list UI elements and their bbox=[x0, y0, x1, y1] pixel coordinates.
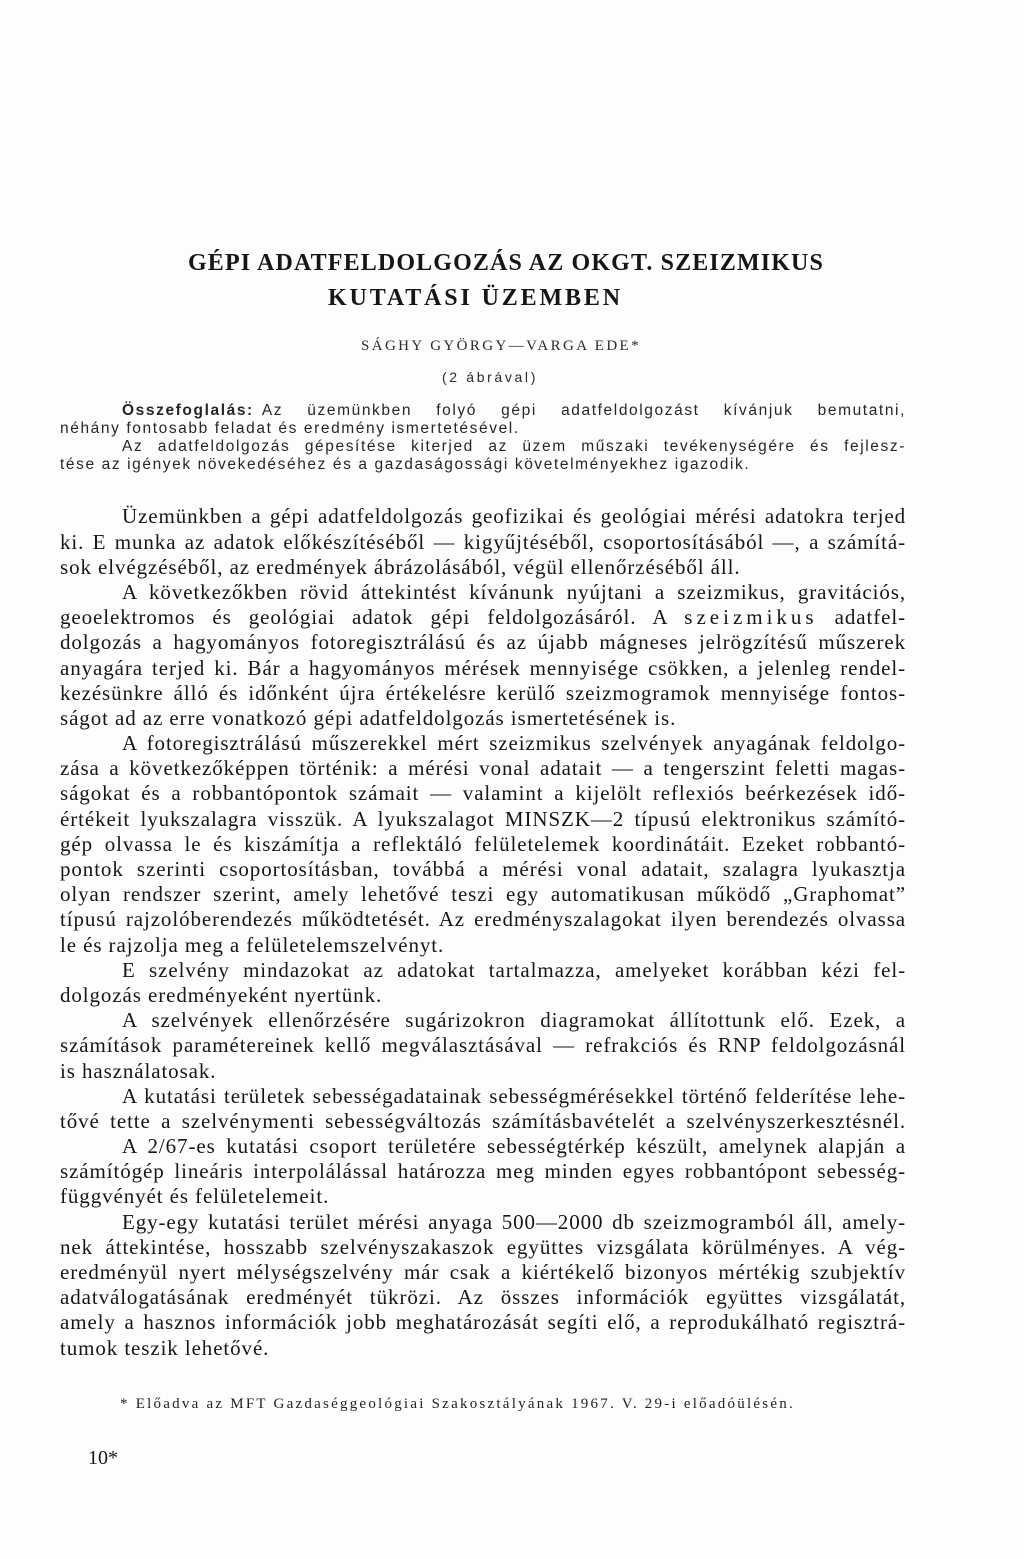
text-line: is használatosak. bbox=[60, 1058, 217, 1083]
text-line: tumok teszik lehetővé. bbox=[60, 1335, 270, 1360]
text-line: Üzemünkben a gépi adatfeldolgozás geofizikai és geológiai mérési adatokra terjed bbox=[122, 504, 906, 529]
text-line: A szelvények ellenőrzésére sugárizokron diagramokat állítottunk elő. Ezek, a bbox=[122, 1008, 906, 1033]
text-line: pontok szerinti csoportosításban, továbbá a mérési vonal adatait, szalagra lyukasztja bbox=[60, 857, 906, 882]
abstract-line: néhány fontosabb feladat és eredmény ismertetésével. bbox=[60, 420, 520, 437]
paragraph bbox=[60, 731, 906, 958]
text-line: le és rajzolja meg a felületelemszelvényt. bbox=[60, 932, 445, 957]
text-line: típusú rajzolóberendezés működtetését. Az eredményszalagokat ilyen berendezés olvassa bbox=[60, 907, 906, 932]
text-line: A fotoregisztrálású műszerekkel mért szeizmikus szelvények anyagának feldolgo- bbox=[122, 731, 906, 756]
text-line: A 2/67-es kutatási csoport területére sebességtérkép készült, amelynek alapján a bbox=[122, 1134, 906, 1159]
title-line-2: KUTATÁSI ÜZEMBEN bbox=[328, 285, 623, 311]
text-line: ságot ad az erre vonatkozó gépi adatfeldolgozás ismertetésének is. bbox=[60, 705, 677, 730]
paragraph bbox=[60, 580, 906, 731]
text-segment: adatfel- bbox=[817, 605, 906, 630]
text-line: adatválogatásának eredményét tükrözi. Az összes információk együttes vizsgálatát, bbox=[60, 1285, 906, 1310]
paragraph bbox=[60, 1134, 906, 1210]
text-line: zása a következőképpen történik: a mérési vonal adatait — a tengerszint feletti magas- bbox=[60, 756, 906, 781]
author-names: SÁGHY GYÖRGY—VARGA EDE* bbox=[361, 338, 641, 354]
text-line: anyagára terjed ki. Bár a hagyományos mérések mennyisége csökken, a jelenleg rendel- bbox=[60, 655, 906, 680]
text-line: A következőkben rövid áttekintést kívánunk nyújtani a szeizmikus, gravitációs, bbox=[122, 579, 906, 604]
abstract-line-text: Az üzemünkben folyó gépi adatfeldolgozást kívánjuk bemutatni, bbox=[261, 402, 906, 419]
text-line: E szelvény mindazokat az adatokat tartalmazza, amelyeket korábban kézi fel- bbox=[122, 957, 906, 982]
text-line: eredményül nyert mélységszelvény már csak a kiértékelő bizonyos mértékig szubjektív bbox=[60, 1260, 906, 1285]
text-line: kezésünkre álló és időnként újra értékelésre kerülő szeizmogramok mennyisége fontos- bbox=[60, 680, 906, 705]
abstract-line bbox=[122, 402, 906, 420]
text-line: ságokat és a robbantópontok számait — valamint a kijelölt reflexiós beérkezések idő- bbox=[60, 781, 906, 806]
text-line: nek áttekintése, hosszabb szelvényszakaszok együttes vizsgálata körülményes. A vég- bbox=[60, 1234, 906, 1259]
paragraph bbox=[60, 504, 906, 580]
paragraph bbox=[60, 1210, 906, 1361]
text-line: sok elvégzéséből, az eredmények ábrázolásából, végül ellenőrzéséből áll. bbox=[60, 554, 741, 579]
text-line: számítógép lineáris interpolálással határozza meg minden egyes robbantópont sebesség- bbox=[60, 1159, 906, 1184]
text-line: ki. E munka az adatok előkészítéséből — kigyűjtéséből, csoportosításából —, a számítá- bbox=[60, 529, 906, 554]
text-line: dolgozás eredményeként nyertünk. bbox=[60, 982, 383, 1007]
footnote: * Előadva az MFT Gazdaséggeológiai Szakosztályának 1967. V. 29-i előadóülésén. bbox=[120, 1396, 795, 1412]
text-line bbox=[60, 605, 906, 630]
title-line-1: GÉPI ADATFELDOLGOZÁS AZ OKGT. SZEIZMIKUS bbox=[188, 250, 824, 276]
paragraph bbox=[60, 958, 906, 1008]
text-line: A kutatási területek sebességadatainak sebességmérésekkel történő felderítése lehe- bbox=[122, 1083, 906, 1108]
text-line: olyan rendszer szerint, amely lehetővé teszi egy automatikusan működő „Graphomat” bbox=[60, 882, 906, 907]
abstract-line: Az adatfeldolgozás gépesítése kiterjed az üzem műszaki tevékenységére és fejlesz- bbox=[122, 438, 906, 455]
body-text bbox=[60, 504, 906, 1360]
text-line: függvényét és felületelemeit. bbox=[60, 1184, 330, 1209]
text-line: dolgozás a hagyományos fotoregisztrálású és az újabb mágneses jelrögzítésű műszerek bbox=[60, 630, 906, 655]
text-segment: geoelektromos és geológiai adatok gépi feldolgozásáról. A bbox=[60, 605, 685, 630]
emphasized-word: szeizmikus bbox=[684, 605, 818, 630]
abstract bbox=[60, 402, 906, 474]
text-line: amely a hasznos információk jobb meghatározását segíti elő, a reprodukálható regisztrá- bbox=[60, 1310, 906, 1335]
page-number: 10* bbox=[88, 1447, 118, 1469]
text-line: Egy-egy kutatási terület mérési anyaga 500—2000 db szeizmogramból áll, amely- bbox=[122, 1209, 906, 1234]
text-line: értékeit lyukszalagra visszük. A lyukszalagot MINSZK—2 típusú elektronikus számító- bbox=[60, 806, 906, 831]
text-line: számítások paramétereinek kellő megválasztásával — refrakciós és RNP feldolgozásnál bbox=[60, 1033, 906, 1058]
figure-count-note: (2 ábrával) bbox=[442, 369, 538, 385]
abstract-line: tése az igények növekedéséhez és a gazdaságossági követelményekhez igazodik. bbox=[60, 456, 751, 473]
paragraph bbox=[60, 1084, 906, 1134]
text-line: gép olvassa le és kiszámítja a reflektáló felületelemek koordinátáit. Ezeket robbantó- bbox=[60, 831, 906, 856]
text-line: tővé tette a szelvénymenti sebességváltozás számításbavételét a szelvényszerkesztésnél. bbox=[60, 1108, 906, 1133]
abstract-label: Összefoglalás: bbox=[122, 402, 254, 419]
paragraph bbox=[60, 1008, 906, 1084]
